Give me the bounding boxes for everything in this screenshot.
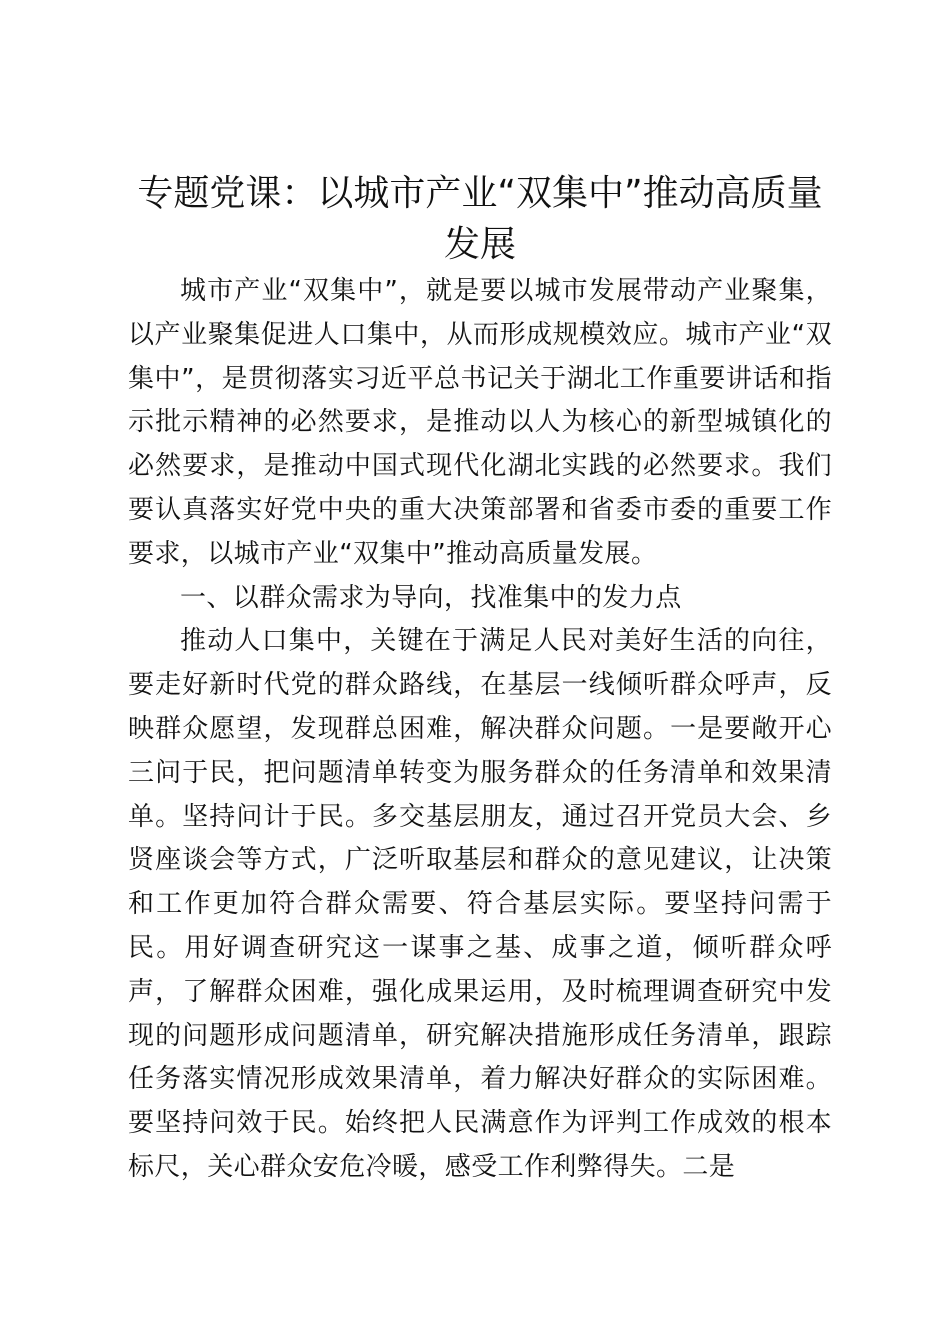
document-title: 专题党课：以城市产业“双集中”推动高质量发展	[137, 173, 823, 265]
intro-paragraph: 城市产业“双集中”，就是要以城市发展带动产业聚集，以产业聚集促进人口集中，从而形成规模效应。城市产业“双集中”，是贯彻落实习近平总书记关于湖北工作重要讲话和指示批示精神的必然要求，是推动以人为核心的新型城镇化的必然要求，是推动中国式现代化湖北实践的必然要求。我们要认真落实好党中央的重大决策部署和省委市委的重要工作要求，以城市产业“双集中”推动高质量发展。	[128, 276, 832, 569]
document-page	[128, 168, 832, 1190]
section-heading: 一、以群众需求为导向，找准集中的发力点	[180, 582, 682, 613]
section-paragraph: 推动人口集中，关键在于满足人民对美好生活的向往，要走好新时代党的群众路线，在基层一线倾听群众呼声，反映群众愿望，发现群总困难，解决群众问题。一是要敞开心三问于民，把问题清单转变为服务群众的任务清单和效果清单。坚持问计于民。多交基层朋友，通过召开党员大会、乡贤座谈会等方式，广泛听取基层和群众的意见建议，让决策和工作更加符合群众需要、符合基层实际。要坚持问需于民。用好调查研究这一谋事之基、成事之道，倾听群众呼声，了解群众困难，强化成果运用，及时梳理调查研究中发现的问题形成问题清单，研究解决措施形成任务清单，跟踪任务落实情况形成效果清单，着力解决好群众的实际困难。要坚持问效于民。始终把人民满意作为评判工作成效的根本标尺，关心群众安危冷暖，感受工作利弊得失。二是	[128, 626, 832, 1182]
